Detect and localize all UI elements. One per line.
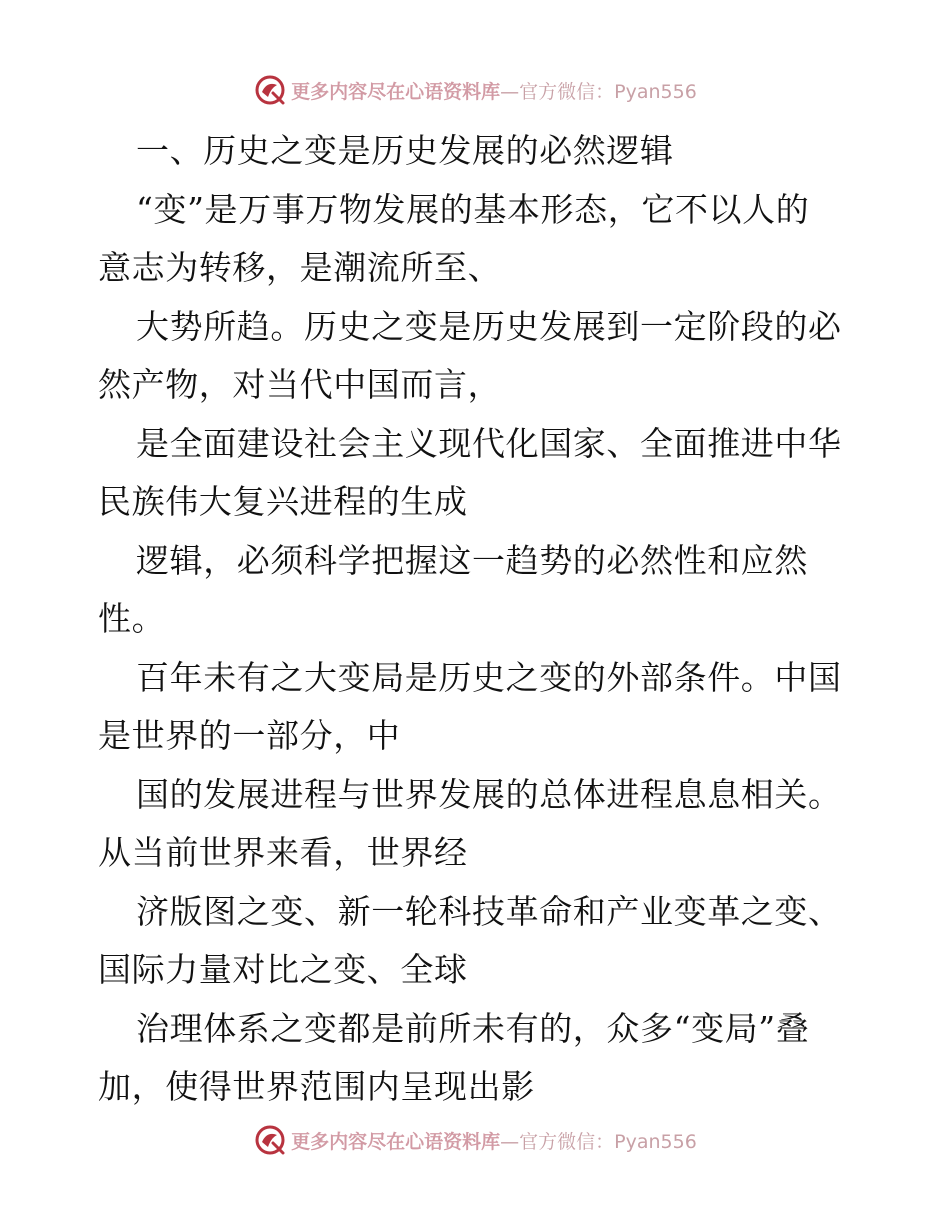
section-heading: 一、历史之变是历史发展的必然逻辑: [136, 131, 674, 170]
text-line: 民族伟大复兴进程的生成: [98, 482, 468, 521]
watermark-text: [291, 1127, 697, 1154]
text-line: 从当前世界来看，世界经: [98, 833, 468, 872]
text-line: 是世界的一部分，中: [98, 716, 401, 755]
text-line: 国际力量对比之变、全球: [98, 950, 468, 989]
watermark-footer: [0, 1120, 950, 1160]
text-line: 是全面建设社会主义现代化国家、全面推进中华: [136, 423, 842, 463]
text-line: 大势所趋。历史之变是历史发展到一定阶段的必: [136, 306, 842, 346]
watermark-header: [0, 70, 950, 110]
watermark-text: [291, 77, 697, 104]
text-line: 济版图之变、新一轮科技革命和产业变革之变、: [136, 891, 842, 931]
text-line: 逻辑，必须科学把握这一趋势的必然性和应然: [136, 540, 808, 580]
text-line: 意志为转移，是潮流所至、: [98, 248, 502, 287]
swirl-logo-icon: [253, 1123, 287, 1157]
watermark-brand: 更多内容尽在心语资料库: [291, 80, 501, 103]
watermark-separator: —: [500, 1130, 520, 1153]
text-line: 加，使得世界范围内呈现出影: [98, 1067, 535, 1106]
text-line: 百年未有之大变局是历史之变的外部条件。中国: [136, 657, 842, 697]
text-line: “变”是万事万物发展的基本形态，它不以人的: [136, 189, 810, 229]
text-line: 然产物，对当代中国而言，: [98, 365, 502, 404]
watermark-separator: —: [500, 80, 520, 103]
watermark-contact: 官方微信：Pyan556: [519, 1130, 697, 1153]
watermark-contact: 官方微信：Pyan556: [519, 80, 697, 103]
document-body: [98, 122, 858, 1117]
text-line: 治理体系之变都是前所未有的，众多“变局”叠: [136, 1008, 810, 1048]
text-line: 国的发展进程与世界发展的总体进程息息相关。: [136, 774, 842, 814]
swirl-logo-icon: [253, 73, 287, 107]
text-line: 性。: [98, 599, 166, 638]
watermark-brand: 更多内容尽在心语资料库: [291, 1130, 501, 1153]
